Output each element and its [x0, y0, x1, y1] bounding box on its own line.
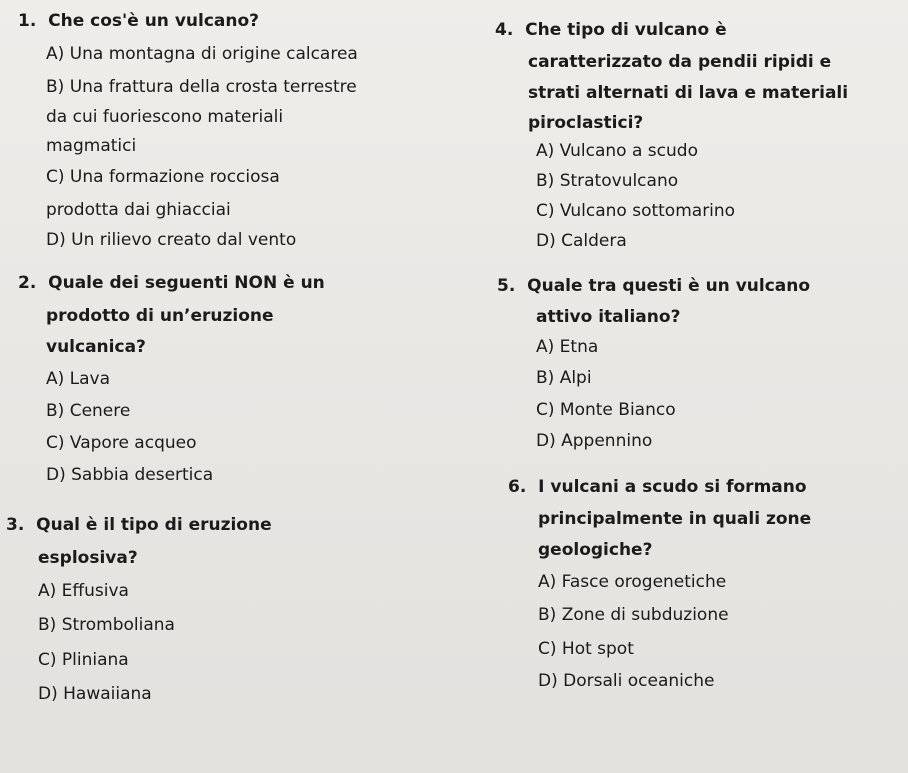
q6-option-a: A) Fasce orogenetiche — [538, 572, 727, 592]
q5-option-b: B) Alpi — [536, 368, 592, 388]
q4-option-c: C) Vulcano sottomarino — [536, 201, 736, 221]
q5-option-a: A) Etna — [536, 337, 599, 357]
question-6-title: 6. I vulcani a scudo si formano — [508, 477, 807, 497]
q5-option-c: C) Monte Bianco — [536, 400, 676, 420]
q1-option-b-line2: da cui fuoriescono materiali — [46, 107, 284, 127]
q3-option-c: C) Pliniana — [38, 650, 129, 670]
question-4-line2: caratterizzato da pendii ripidi e — [528, 52, 832, 72]
question-6-line2: principalmente in quali zone — [538, 509, 812, 529]
q1-option-a: A) Una montagna di origine calcarea — [46, 44, 358, 64]
q5-option-d: D) Appennino — [536, 431, 653, 451]
question-3-line2: esplosiva? — [38, 548, 138, 568]
q3-option-b: B) Stromboliana — [38, 615, 175, 635]
question-3-title: 3. Qual è il tipo di eruzione — [6, 515, 272, 535]
question-4-title: 4. Che tipo di vulcano è — [495, 20, 727, 40]
question-4-line3: strati alternati di lava e materiali — [528, 83, 849, 103]
q2-option-d: D) Sabbia desertica — [46, 465, 214, 485]
q1-option-c: C) Una formazione rocciosa — [46, 167, 280, 187]
question-1-title: 1. Che cos'è un vulcano? — [18, 11, 260, 31]
q3-option-d: D) Hawaiiana — [38, 684, 152, 704]
question-6-line3: geologiche? — [538, 540, 653, 560]
question-2-line2: prodotto di un’eruzione — [46, 306, 274, 326]
question-5-line2: attivo italiano? — [536, 307, 681, 327]
q1-option-d: D) Un rilievo creato dal vento — [46, 230, 297, 250]
q1-option-b-line3: magmatici — [46, 136, 137, 156]
question-2-line3: vulcanica? — [46, 337, 146, 357]
q1-option-c-line2: prodotta dai ghiacciai — [46, 200, 231, 220]
q4-option-d: D) Caldera — [536, 231, 627, 251]
q6-option-b: B) Zone di subduzione — [538, 605, 729, 625]
q2-option-c: C) Vapore acqueo — [46, 433, 197, 453]
q1-option-b: B) Una frattura della crosta terrestre — [46, 77, 357, 97]
q2-option-a: A) Lava — [46, 369, 111, 389]
q2-option-b: B) Cenere — [46, 401, 131, 421]
q6-option-c: C) Hot spot — [538, 639, 634, 659]
question-4-line4: piroclastici? — [528, 113, 644, 133]
question-2-title: 2. Quale dei seguenti NON è un — [18, 273, 325, 293]
q3-option-a: A) Effusiva — [38, 581, 129, 601]
q4-option-b: B) Stratovulcano — [536, 171, 679, 191]
q4-option-a: A) Vulcano a scudo — [536, 141, 698, 161]
q6-option-d: D) Dorsali oceaniche — [538, 671, 715, 691]
question-5-title: 5. Quale tra questi è un vulcano — [497, 276, 811, 296]
